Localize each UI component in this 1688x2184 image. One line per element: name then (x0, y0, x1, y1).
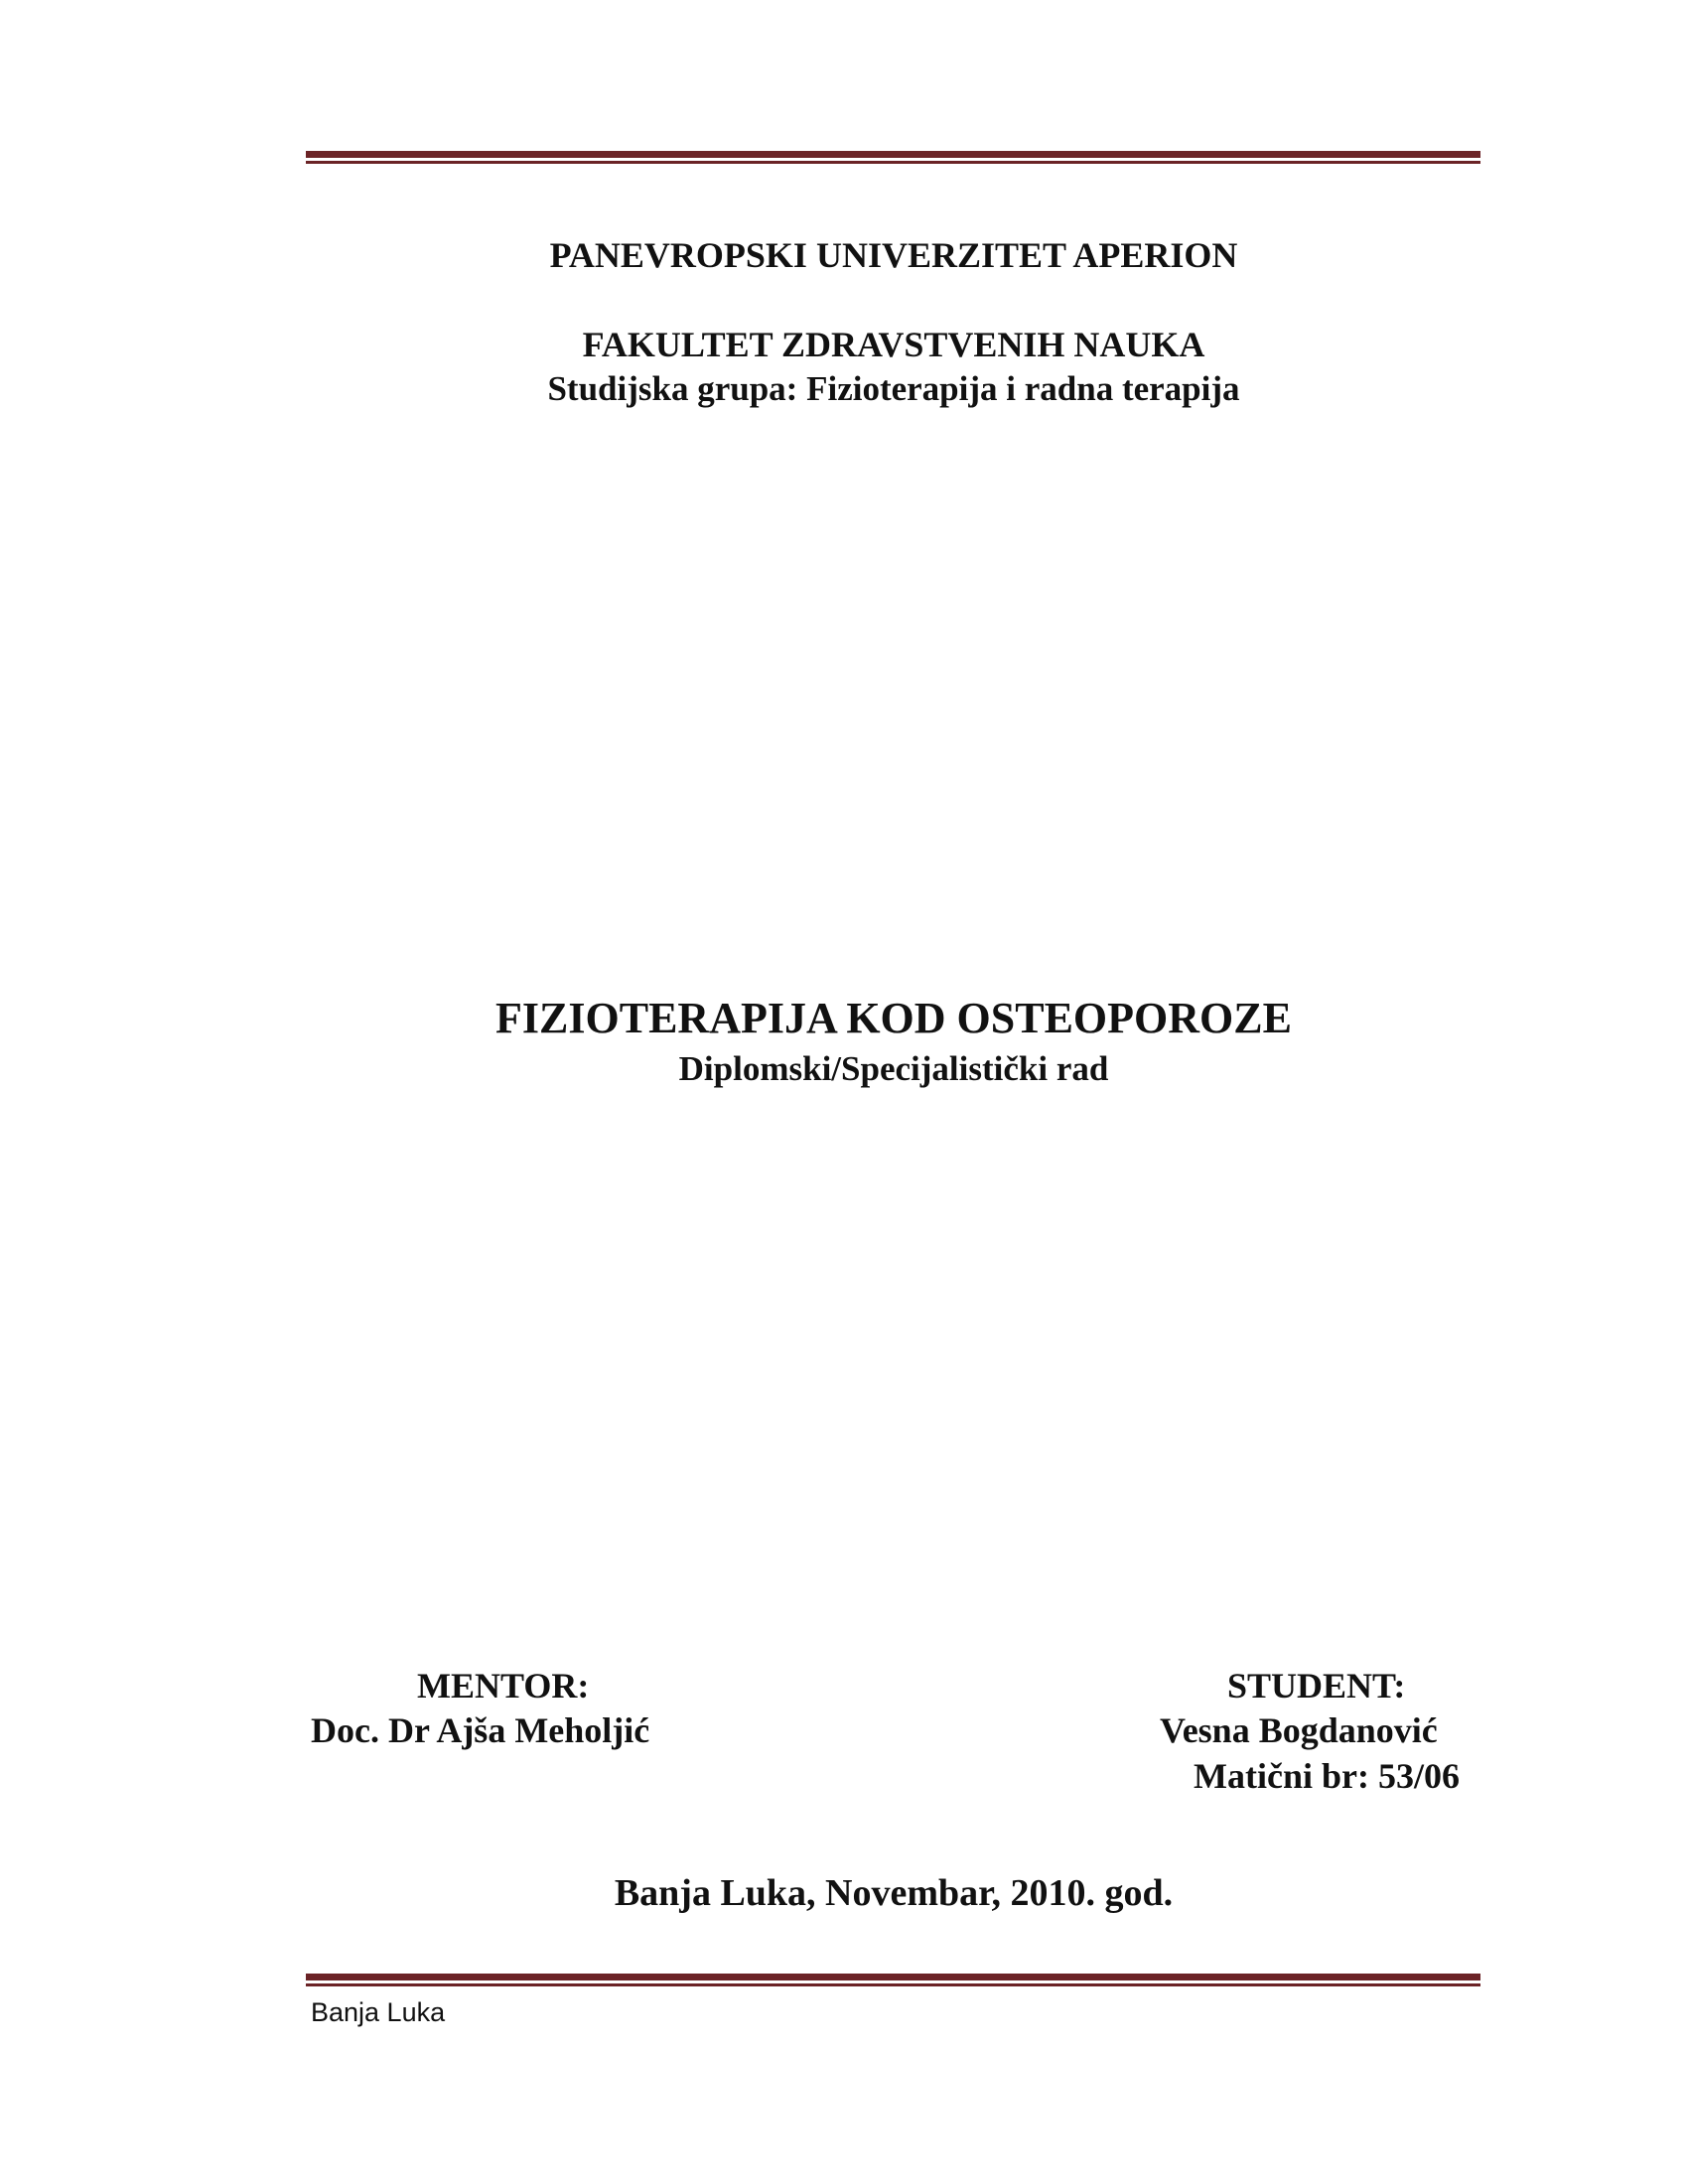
student-label: STUDENT: (1227, 1666, 1406, 1706)
student-id: Matični br: 53/06 (1194, 1756, 1460, 1796)
top-rule-thin (306, 161, 1480, 164)
bottom-rule-thick (306, 1974, 1480, 1980)
study-group: Studijska grupa: Fizioterapija i radna terapija (547, 369, 1240, 408)
university-name: PANEVROPSKI UNIVERZITET APERION (549, 235, 1238, 275)
top-rule-thick (306, 151, 1480, 158)
thesis-subtitle: Diplomski/Specijalistički rad (678, 1049, 1109, 1088)
thesis-title: FIZIOTERAPIJA KOD OSTEOPOROZE (495, 994, 1292, 1042)
place-date: Banja Luka, Novembar, 2010. god. (614, 1872, 1174, 1914)
faculty-name: FAKULTET ZDRAVSTVENIH NAUKA (582, 325, 1205, 364)
top-rule (306, 151, 1480, 165)
bottom-rule-thin (306, 1983, 1480, 1986)
student-name: Vesna Bogdanović (1160, 1710, 1438, 1750)
footer-text: Banja Luka (311, 1997, 446, 2027)
mentor-name: Doc. Dr Ajša Meholjić (311, 1710, 650, 1750)
mentor-label: MENTOR: (417, 1666, 590, 1706)
bottom-rule (306, 1974, 1480, 1987)
